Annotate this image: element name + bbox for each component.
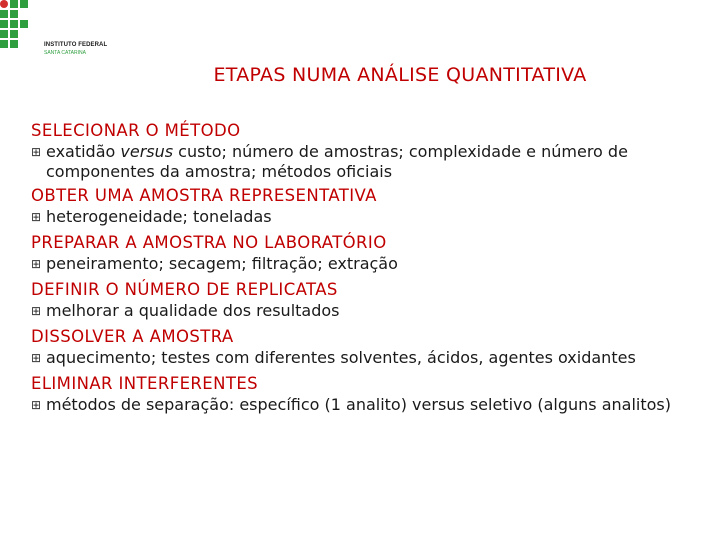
step-prepare-sample (31, 232, 701, 274)
step-define-replicates (31, 279, 701, 321)
logo-name: INSTITUTO FEDERAL (44, 42, 108, 48)
step-heading: DEFINIR O NÚMERO DE REPLICATAS (31, 280, 338, 299)
institution-logo (0, 0, 120, 62)
steps-list (31, 120, 701, 420)
step-eliminate-interferents (31, 373, 701, 415)
square-bullet-icon: ⊞ (31, 351, 42, 365)
square-bullet-icon: ⊞ (31, 145, 42, 159)
step-detail: ⊞ aquecimento; testes com diferentes solventes, ácidos, agentes oxidantes (31, 348, 636, 367)
step-heading: SELECIONAR O MÉTODO (31, 121, 241, 140)
step-heading: PREPARAR A AMOSTRA NO LABORATÓRIO (31, 233, 387, 252)
step-heading: ELIMINAR INTERFERENTES (31, 374, 259, 393)
step-detail: ⊞ métodos de separação: específico (1 analito) versus seletivo (alguns analitos) (31, 395, 671, 414)
step-heading: OBTER UMA AMOSTRA REPRESENTATIVA (31, 186, 377, 205)
step-detail: ⊞ melhorar a qualidade dos resultados (31, 301, 340, 320)
square-bullet-icon: ⊞ (31, 304, 42, 318)
step-heading: DISSOLVER A AMOSTRA (31, 327, 234, 346)
step-detail: ⊞ peneiramento; secagem; filtração; extração (31, 254, 398, 273)
step-detail: ⊞ heterogeneidade; toneladas (31, 207, 272, 226)
square-bullet-icon: ⊞ (31, 210, 42, 224)
step-representative-sample (31, 185, 701, 227)
step-select-method (31, 120, 701, 182)
step-dissolve-sample (31, 326, 701, 368)
page-title: ETAPAS NUMA ANÁLISE QUANTITATIVA (213, 64, 587, 86)
square-bullet-icon: ⊞ (31, 257, 42, 271)
step-detail: ⊞ exatidão versus custo; número de amostras; complexidade e número de componentes da amostra; métodos oficiais (31, 142, 628, 181)
square-bullet-icon: ⊞ (31, 398, 42, 412)
logo-campus: SANTA CATARINA (44, 50, 86, 56)
logo-grid-icon (0, 0, 38, 58)
